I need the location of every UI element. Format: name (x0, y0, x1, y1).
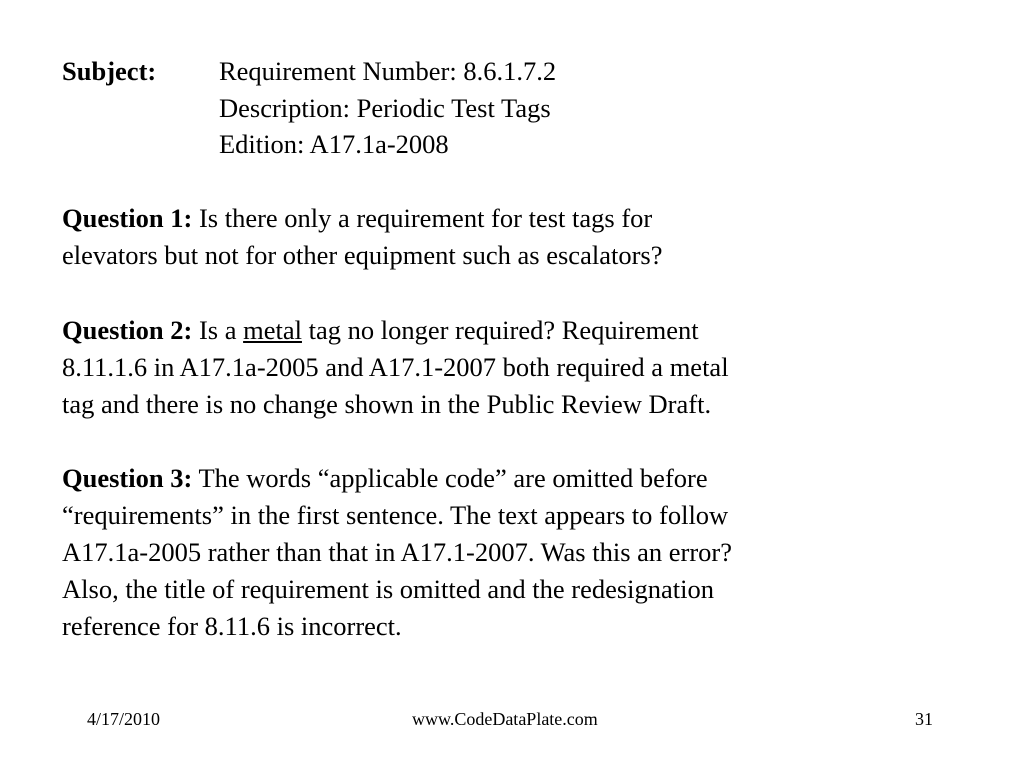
question2-text-3: tag and there is no change shown in the Public Review Draft. (62, 389, 712, 419)
question3-line1 (62, 463, 708, 493)
question1-label: Question 1: (62, 203, 193, 233)
question1-line1 (62, 203, 652, 233)
question3-label: Question 3: (62, 463, 193, 493)
footer-page-number: 31 (915, 709, 933, 729)
question3-line3 (62, 537, 732, 567)
question3-line5 (62, 611, 402, 641)
question2-text-post: tag no longer required? Requirement (308, 315, 699, 345)
question3-text-1: The words “applicable code” are omitted before (198, 463, 708, 493)
question1-text-2: elevators but not for other equipment such as escalators? (62, 240, 663, 270)
requirement-number: Requirement Number: 8.6.1.7.2 (219, 56, 557, 86)
question3-text-2: “requirements” in the first sentence. The text appears to follow (62, 500, 729, 530)
question1-text-1: Is there only a requirement for test tags for (198, 203, 653, 233)
question2-emphasis-metal: metal (243, 315, 302, 345)
question3-text-5: reference for 8.11.6 is incorrect. (62, 611, 402, 641)
question2-line3 (62, 389, 711, 419)
question2-line2 (62, 352, 729, 382)
question3-line2 (62, 500, 728, 530)
footer-date: 4/17/2010 (87, 709, 161, 729)
question3-text-4: Also, the title of requirement is omitted and the redesignation (62, 574, 715, 604)
question2-line1 (62, 315, 699, 345)
question2-text-pre: Is a (198, 315, 237, 345)
footer-website: www.CodeDataPlate.com (412, 709, 598, 729)
question2-label: Question 2: (62, 315, 193, 345)
question3-text-3: A17.1a-2005 rather than that in A17.1-2007. Was this an error? (62, 537, 733, 567)
requirement-edition: Edition: A17.1a-2008 (219, 129, 449, 159)
subject-label: Subject: (62, 56, 157, 86)
question3-line4 (62, 574, 714, 604)
requirement-description: Description: Periodic Test Tags (219, 93, 551, 123)
subject-label-row (62, 56, 156, 86)
question1-line2 (62, 240, 662, 270)
question2-text-2: 8.11.1.6 in A17.1a-2005 and A17.1-2007 both required a metal (62, 352, 729, 382)
